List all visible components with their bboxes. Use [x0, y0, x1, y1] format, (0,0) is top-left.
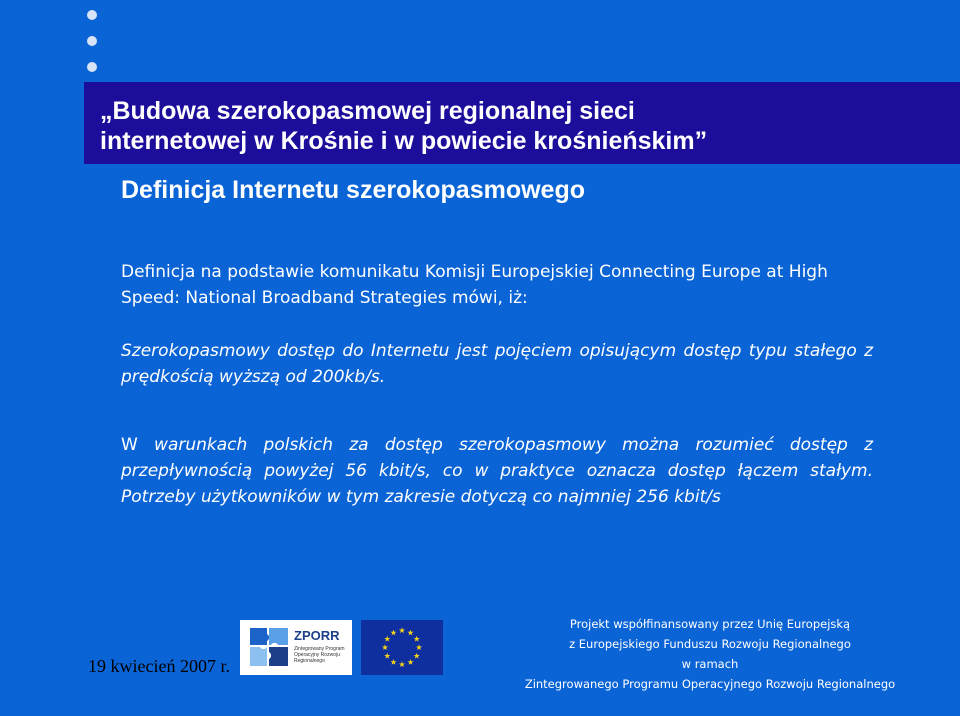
eu-star: [399, 627, 405, 633]
eu-star: [414, 636, 420, 642]
eu-star: [384, 653, 390, 659]
eu-stars-icon: [361, 620, 443, 675]
eu-star: [390, 630, 396, 636]
eu-star: [414, 653, 420, 659]
zporr-logo: [240, 620, 352, 675]
slide-title-line-2: internetowej w Krośnie i w powiecie krośnieńskim”: [100, 127, 708, 155]
bullet-dot: [87, 36, 97, 46]
paragraph-rest: warunkach polskich za dostęp szerokopasmowy można rozumieć dostęp z przepływnością powyżej 56 kbit/s, co w praktyce oznacza dostęp łączem stałym. Potrzeby użytkowników w tym zakresie dotyczą co najmniej 256 kbit/s: [121, 435, 873, 507]
eu-star: [407, 630, 413, 636]
definition-quote: Szerokopasmowy dostęp do Internetu jest pojęciem opisującym dostęp typu stałego z prędkością wyższą od 200kb/s.: [121, 341, 873, 387]
slide-date: 19 kwiecień 2007 r.: [88, 656, 230, 676]
cofinancing-line-1: Projekt współfinansowany przez Unię Europejską: [569, 617, 851, 631]
polish-conditions-paragraph: [121, 432, 873, 510]
bullet-dot: [87, 62, 97, 72]
definition-intro: Definicja na podstawie komunikatu Komisji Europejskiej Connecting Europe at High Speed: National Broadband Strategies mówi, iż:: [121, 262, 828, 308]
eu-star: [382, 644, 388, 650]
cofinancing-line-4: Zintegrowanego Programu Operacyjnego Rozwoju Regionalnego: [524, 677, 896, 691]
cofinancing-note: [488, 614, 932, 694]
bullet-dot: [87, 10, 97, 20]
title-band: [84, 82, 960, 164]
zporr-logo-name: ZPORR: [294, 628, 340, 643]
eu-flag: [361, 620, 443, 675]
cofinancing-line-2: z Europejskiego Funduszu Rozwoju Regionalnego: [569, 637, 851, 651]
eu-star: [407, 659, 413, 665]
slide-subtitle: Definicja Internetu szerokopasmowego: [121, 176, 585, 204]
eu-star: [390, 659, 396, 665]
eu-star: [399, 661, 405, 667]
paragraph-first-word: W: [121, 435, 138, 455]
eu-star: [384, 636, 390, 642]
eu-star: [416, 644, 422, 650]
slide-title: [100, 96, 707, 156]
cofinancing-line-3: w ramach: [681, 657, 739, 671]
slide-title-line-1: „Budowa szerokopasmowej regionalnej sieci: [100, 97, 635, 125]
puzzle-icon: [248, 626, 290, 668]
zporr-logo-subtitle: Zintegrowany Program Operacyjny Rozwoju Regionalnego: [294, 646, 345, 664]
